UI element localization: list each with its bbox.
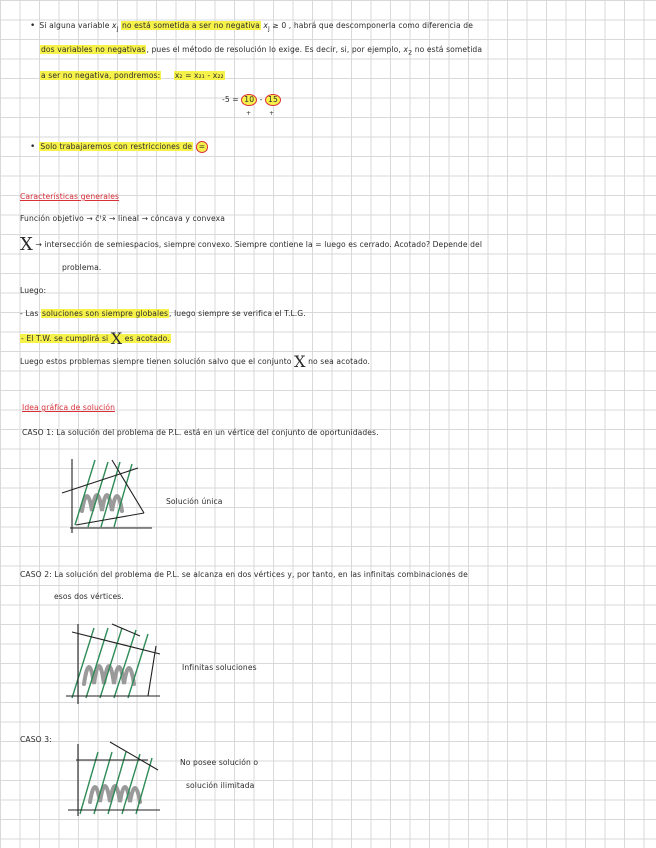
bullet: • <box>30 142 36 152</box>
circled-symbol: = <box>196 141 208 153</box>
case-3-label-2: solución ilimitada <box>186 781 255 790</box>
highlight: dos variables no negativas <box>41 45 146 54</box>
text-line-10 <box>20 308 306 320</box>
case-3-text: CASO 3: <box>20 735 52 744</box>
text-segment: - El T.W. se cumplirá si <box>21 334 109 343</box>
text-segment: ≥ 0 , habrá que descomponerla como diferencia de <box>272 21 473 30</box>
text-segment: Es decir, si, por ejemplo, <box>304 45 401 54</box>
example-line <box>222 94 281 106</box>
sketch-case-3 <box>60 738 160 818</box>
text-line-5 <box>30 141 208 153</box>
sketch-case-2 <box>60 620 170 705</box>
highlight <box>20 329 171 348</box>
math-var: x <box>112 21 117 30</box>
highlight: soluciones son siempre globales <box>42 309 169 318</box>
text-segment: no sea acotado. <box>308 357 371 366</box>
case-2-label: Infinitas soluciones <box>182 663 257 672</box>
text-line-11 <box>20 331 171 347</box>
text-segment: - <box>259 95 263 104</box>
text-line-6: Función objetivo → c̄ᵗx̄ → lineal → cóncava y convexa <box>20 214 226 223</box>
sign-mark: + <box>269 110 275 117</box>
text-segment: no está sometida <box>414 45 483 54</box>
highlight: no está sometida a ser no negativa <box>121 21 260 30</box>
case-2-text-line-1: CASO 2: La solución del problema de P.L. se alcanza en dos vértices y, por tanto, en las infinitas combinaciones de <box>20 570 468 579</box>
circled-number: 15 <box>265 94 281 106</box>
case-1-text: CASO 1: La solución del problema de P.L. está en un vértice del conjunto de oportunidades. <box>22 428 379 437</box>
text-segment: , pues el método de resolución lo exige. <box>146 45 303 54</box>
heading-general: Características generales <box>20 192 120 201</box>
set-x: X <box>294 352 306 371</box>
bullet: • <box>30 21 36 31</box>
text-segment: - Las <box>20 309 39 318</box>
text-segment: -5 = <box>222 95 239 104</box>
math-var: x <box>403 45 409 54</box>
set-x: X <box>110 329 123 348</box>
text-segment: , luego siempre se verifica el T.L.G. <box>169 309 306 318</box>
highlight: a ser no negativa, pondremos: <box>41 71 161 80</box>
text-segment: es acotado. <box>124 334 170 343</box>
text-line-9: Luego: <box>20 286 47 295</box>
text-segment: → intersección de semiespacios, siempre convexo. Siempre contiene la = luego es cerrado. Acotado? Depende del <box>35 240 483 249</box>
set-x: X <box>20 234 33 255</box>
text-line-2: dos variables no negativas, pues el método de resolución lo exige. Es decir, si, por ejemplo, $x_2$ no está sometida <box>41 45 483 57</box>
text-line-3 <box>40 70 225 82</box>
math-var: x <box>263 21 268 30</box>
heading-graphic: Idea gráfica de solución <box>22 403 115 412</box>
case-1-label: Solución única <box>166 497 223 506</box>
text-line-8: problema. <box>62 263 102 272</box>
text-line-1: • Si alguna variable $x_j$ no está sometida a ser no negativa $x_j \ge 0$ , habrá que descomponerla como diferencia de <box>30 21 473 33</box>
circled-number: 10 <box>241 94 257 106</box>
text-segment: Si alguna variable <box>39 21 110 30</box>
case-3-label-1: No posee solución o <box>180 758 259 767</box>
highlight: Solo trabajaremos con restricciones de <box>40 142 193 151</box>
sign-mark: + <box>246 110 252 117</box>
formula: x₂ = x₂₁ - x₂₂ <box>174 71 224 80</box>
text-segment: Luego estos problemas siempre tienen solución salvo que el conjunto <box>20 357 292 366</box>
sign-marks <box>246 108 274 120</box>
case-2-text-line-2: esos dos vértices. <box>54 592 124 601</box>
sketch-case-1 <box>60 455 160 535</box>
text-line-7 <box>20 236 482 254</box>
text-line-12 <box>20 354 370 370</box>
